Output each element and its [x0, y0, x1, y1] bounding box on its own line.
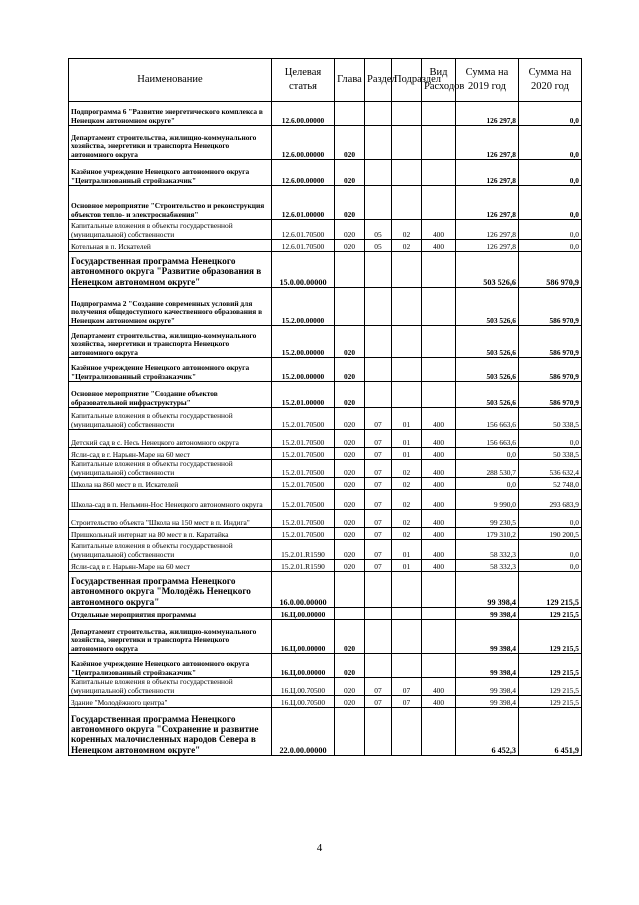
cell-glava: 020 [335, 326, 365, 358]
cell-s2019: 503 526,6 [456, 288, 519, 326]
cell-podrazdel [392, 126, 422, 160]
cell-name: Казённое учреждение Ненецкого автономного округа "Централизованный стройзаказчик" [69, 654, 272, 678]
cell-razdel: 07 [365, 678, 392, 696]
cell-s2019: 58 332,3 [456, 540, 519, 560]
cell-code: 16.0.00.00000 [272, 572, 335, 608]
cell-s2019: 99 398,4 [456, 696, 519, 708]
cell-glava: 020 [335, 460, 365, 478]
cell-s2020: 0,0 [519, 510, 582, 528]
cell-podrazdel: 01 [392, 560, 422, 572]
cell-razdel [365, 126, 392, 160]
table-row [69, 240, 582, 252]
cell-code: 15.2.01.70500 [272, 528, 335, 540]
cell-s2019: 99 398,4 [456, 572, 519, 608]
cell-s2020: 0,0 [519, 160, 582, 186]
cell-razdel: 07 [365, 408, 392, 430]
cell-name: Подпрограмма 6 "Развитие энергетического комплекса в Ненецком автономном округе" [69, 102, 272, 126]
cell-s2019: 126 297,8 [456, 240, 519, 252]
cell-s2020: 293 683,9 [519, 490, 582, 510]
cell-podrazdel [392, 708, 422, 756]
table-row [69, 490, 582, 510]
cell-vid [422, 126, 456, 160]
cell-glava [335, 708, 365, 756]
cell-s2020: 129 215,5 [519, 572, 582, 608]
cell-code: 12.6.00.00000 [272, 160, 335, 186]
cell-razdel [365, 102, 392, 126]
cell-s2020: 0,0 [519, 540, 582, 560]
cell-vid: 400 [422, 678, 456, 696]
cell-glava: 020 [335, 678, 365, 696]
cell-podrazdel [392, 252, 422, 288]
cell-podrazdel [392, 620, 422, 654]
page-number: 4 [316, 842, 323, 854]
cell-code: 15.2.01.R1590 [272, 540, 335, 560]
cell-s2019: 503 526,6 [456, 358, 519, 382]
cell-code: 12.6.01.70500 [272, 220, 335, 240]
cell-s2019: 0,0 [456, 478, 519, 490]
cell-glava: 020 [335, 620, 365, 654]
cell-s2019: 99 398,4 [456, 608, 519, 620]
cell-vid [422, 654, 456, 678]
cell-glava: 020 [335, 478, 365, 490]
cell-podrazdel [392, 654, 422, 678]
cell-s2019: 156 663,6 [456, 430, 519, 448]
table-row [69, 708, 582, 756]
cell-code: 15.2.00.00000 [272, 326, 335, 358]
cell-vid: 400 [422, 240, 456, 252]
cell-code: 16.Ц.00.70500 [272, 696, 335, 708]
cell-code: 12.6.01.70500 [272, 240, 335, 252]
cell-vid: 400 [422, 220, 456, 240]
header-razdel: Раздел [365, 59, 392, 102]
cell-name: Департамент строительства, жилищно-коммунального хозяйства, энергетики и транспорта Ненецкого автономного округа [69, 126, 272, 160]
cell-razdel: 07 [365, 460, 392, 478]
cell-name: Основное мероприятие "Создание объектов образовательной инфраструктуры" [69, 382, 272, 408]
cell-code: 12.6.00.00000 [272, 102, 335, 126]
cell-vid [422, 186, 456, 220]
table-header-row [69, 59, 582, 102]
cell-code: 15.2.01.R1590 [272, 560, 335, 572]
table-row [69, 408, 582, 430]
cell-vid [422, 572, 456, 608]
header-sum-2019: Сумма на 2019 год [456, 59, 519, 102]
cell-glava: 020 [335, 528, 365, 540]
cell-vid [422, 608, 456, 620]
cell-glava [335, 572, 365, 608]
cell-razdel [365, 326, 392, 358]
cell-code: 15.2.01.70500 [272, 448, 335, 460]
cell-podrazdel: 02 [392, 510, 422, 528]
cell-s2020: 52 748,0 [519, 478, 582, 490]
cell-name: Капитальные вложения в объекты государственной (муниципальной) собственности [69, 408, 272, 430]
cell-s2020: 586 970,9 [519, 252, 582, 288]
cell-name: Капитальные вложения в объекты государственной (муниципальной) собственности [69, 220, 272, 240]
cell-vid: 400 [422, 460, 456, 478]
cell-glava [335, 608, 365, 620]
cell-podrazdel: 01 [392, 430, 422, 448]
cell-podrazdel [392, 288, 422, 326]
cell-razdel: 07 [365, 540, 392, 560]
cell-s2020: 586 970,9 [519, 288, 582, 326]
cell-s2020: 586 970,9 [519, 358, 582, 382]
cell-name: Государственная программа Ненецкого автономного округа "Молодёжь Ненецкого автономного округа" [69, 572, 272, 608]
cell-s2019: 179 310,2 [456, 528, 519, 540]
cell-podrazdel: 02 [392, 528, 422, 540]
cell-name: Основное мероприятие "Строительство и реконструкция объектов тепло- и электроснабжения" [69, 186, 272, 220]
cell-podrazdel [392, 358, 422, 382]
cell-name: Казённое учреждение Ненецкого автономного округа "Централизованный стройзаказчик" [69, 160, 272, 186]
cell-s2019: 58 332,3 [456, 560, 519, 572]
cell-name: Здание "Молодёжного центра" [69, 696, 272, 708]
cell-s2020: 0,0 [519, 430, 582, 448]
cell-podrazdel [392, 608, 422, 620]
cell-code: 15.2.01.00000 [272, 382, 335, 408]
cell-code: 15.2.01.70500 [272, 510, 335, 528]
cell-s2019: 126 297,8 [456, 102, 519, 126]
cell-razdel: 07 [365, 510, 392, 528]
cell-code: 15.2.01.70500 [272, 408, 335, 430]
cell-s2020: 0,0 [519, 102, 582, 126]
cell-s2020: 129 215,5 [519, 678, 582, 696]
table-row [69, 358, 582, 382]
cell-podrazdel: 01 [392, 540, 422, 560]
cell-s2019: 126 297,8 [456, 220, 519, 240]
cell-glava [335, 288, 365, 326]
cell-razdel: 07 [365, 696, 392, 708]
cell-s2020: 6 451,9 [519, 708, 582, 756]
cell-s2019: 9 990,0 [456, 490, 519, 510]
cell-glava: 020 [335, 696, 365, 708]
cell-code: 16.Ц.00.00000 [272, 608, 335, 620]
cell-s2019: 288 530,7 [456, 460, 519, 478]
cell-s2019: 126 297,8 [456, 126, 519, 160]
cell-name: Департамент строительства, жилищно-коммунального хозяйства, энергетики и транспорта Ненецкого автономного округа [69, 326, 272, 358]
table-row [69, 528, 582, 540]
table-row [69, 160, 582, 186]
cell-glava: 020 [335, 430, 365, 448]
cell-code: 16.Ц.00.70500 [272, 678, 335, 696]
cell-glava: 020 [335, 382, 365, 408]
cell-s2020: 50 338,5 [519, 448, 582, 460]
cell-code: 15.2.00.00000 [272, 288, 335, 326]
cell-s2019: 503 526,6 [456, 326, 519, 358]
cell-glava: 020 [335, 408, 365, 430]
cell-s2019: 126 297,8 [456, 186, 519, 220]
cell-s2020: 586 970,9 [519, 326, 582, 358]
cell-podrazdel: 02 [392, 490, 422, 510]
cell-vid [422, 252, 456, 288]
budget-table [68, 58, 582, 756]
cell-razdel: 05 [365, 240, 392, 252]
cell-s2020: 190 200,5 [519, 528, 582, 540]
cell-s2019: 99 398,4 [456, 620, 519, 654]
header-podrazdel: Подраздел [392, 59, 422, 102]
cell-vid: 400 [422, 448, 456, 460]
cell-s2019: 6 452,3 [456, 708, 519, 756]
cell-code: 12.6.01.00000 [272, 186, 335, 220]
cell-name: Капитальные вложения в объекты государственной (муниципальной) собственности [69, 460, 272, 478]
cell-podrazdel: 02 [392, 220, 422, 240]
header-code: Целевая статья [272, 59, 335, 102]
table-body [69, 102, 582, 756]
cell-podrazdel [392, 160, 422, 186]
cell-name: Ясли-сад в г. Нарьян-Маре на 60 мест [69, 560, 272, 572]
cell-razdel [365, 288, 392, 326]
header-glava: Глава [335, 59, 365, 102]
table-row [69, 252, 582, 288]
table-row [69, 382, 582, 408]
cell-razdel: 07 [365, 430, 392, 448]
table-row [69, 102, 582, 126]
cell-s2019: 126 297,8 [456, 160, 519, 186]
cell-razdel [365, 572, 392, 608]
table-row [69, 696, 582, 708]
cell-razdel [365, 160, 392, 186]
cell-s2020: 50 338,5 [519, 408, 582, 430]
cell-name: Департамент строительства, жилищно-коммунального хозяйства, энергетики и транспорта Ненецкого автономного округа [69, 620, 272, 654]
cell-razdel: 07 [365, 448, 392, 460]
cell-podrazdel: 01 [392, 448, 422, 460]
cell-razdel [365, 186, 392, 220]
header-vid: Вид Расходов [422, 59, 456, 102]
cell-glava: 020 [335, 490, 365, 510]
table-row [69, 430, 582, 448]
cell-name: Государственная программа Ненецкого автономного округа "Развитие образования в Ненецком автономном округе" [69, 252, 272, 288]
cell-s2020: 129 215,5 [519, 608, 582, 620]
cell-razdel [365, 620, 392, 654]
cell-podrazdel: 02 [392, 460, 422, 478]
cell-vid [422, 288, 456, 326]
table-row [69, 510, 582, 528]
cell-code: 15.2.01.70500 [272, 460, 335, 478]
cell-name: Капитальные вложения в объекты государственной (муниципальной) собственности [69, 678, 272, 696]
cell-name: Детский сад в с. Несь Ненецкого автономного округа [69, 430, 272, 448]
cell-podrazdel [392, 572, 422, 608]
cell-name: Казённое учреждение Ненецкого автономного округа "Централизованный стройзаказчик" [69, 358, 272, 382]
cell-name: Ясли-сад в г. Нарьян-Маре на 60 мест [69, 448, 272, 460]
cell-s2020: 129 215,5 [519, 620, 582, 654]
cell-glava: 020 [335, 358, 365, 382]
cell-glava: 020 [335, 160, 365, 186]
table-row [69, 478, 582, 490]
cell-glava: 020 [335, 126, 365, 160]
cell-s2019: 156 663,6 [456, 408, 519, 430]
cell-name: Строительство объекта "Школа на 150 мест в п. Индига" [69, 510, 272, 528]
cell-glava: 020 [335, 510, 365, 528]
cell-code: 22.0.00.00000 [272, 708, 335, 756]
cell-vid [422, 358, 456, 382]
cell-glava: 020 [335, 240, 365, 252]
cell-s2020: 129 215,5 [519, 696, 582, 708]
table-row [69, 572, 582, 608]
cell-s2020: 0,0 [519, 240, 582, 252]
cell-vid [422, 708, 456, 756]
table-row [69, 186, 582, 220]
cell-s2020: 129 215,5 [519, 654, 582, 678]
table-row [69, 608, 582, 620]
table-row [69, 220, 582, 240]
cell-s2020: 0,0 [519, 186, 582, 220]
table-row [69, 540, 582, 560]
cell-podrazdel [392, 382, 422, 408]
cell-razdel [365, 654, 392, 678]
cell-name: Школа на 860 мест в п. Искателей [69, 478, 272, 490]
cell-code: 15.2.01.70500 [272, 490, 335, 510]
table-row [69, 448, 582, 460]
cell-code: 15.2.01.70500 [272, 478, 335, 490]
cell-s2019: 0,0 [456, 448, 519, 460]
cell-glava: 020 [335, 560, 365, 572]
cell-s2020: 586 970,9 [519, 382, 582, 408]
cell-glava [335, 102, 365, 126]
cell-vid [422, 382, 456, 408]
cell-vid [422, 326, 456, 358]
cell-razdel [365, 252, 392, 288]
cell-vid [422, 102, 456, 126]
cell-s2019: 99 230,5 [456, 510, 519, 528]
cell-vid: 400 [422, 490, 456, 510]
cell-s2020: 0,0 [519, 126, 582, 160]
cell-glava: 020 [335, 540, 365, 560]
cell-code: 16.Ц.00.00000 [272, 654, 335, 678]
cell-razdel: 07 [365, 560, 392, 572]
cell-podrazdel: 01 [392, 408, 422, 430]
cell-name: Пришкольный интернат на 80 мест в п. Каратайка [69, 528, 272, 540]
cell-razdel [365, 708, 392, 756]
cell-name: Отдельные мероприятия программы [69, 608, 272, 620]
table-row [69, 126, 582, 160]
cell-s2019: 503 526,6 [456, 382, 519, 408]
cell-code: 15.0.00.00000 [272, 252, 335, 288]
cell-razdel [365, 358, 392, 382]
cell-glava: 020 [335, 448, 365, 460]
cell-s2019: 503 526,6 [456, 252, 519, 288]
cell-podrazdel: 07 [392, 696, 422, 708]
table-row [69, 654, 582, 678]
cell-vid: 400 [422, 696, 456, 708]
table-row [69, 678, 582, 696]
cell-razdel [365, 382, 392, 408]
cell-code: 15.2.00.00000 [272, 358, 335, 382]
cell-podrazdel: 07 [392, 678, 422, 696]
cell-s2020: 536 632,4 [519, 460, 582, 478]
table-row [69, 460, 582, 478]
cell-podrazdel [392, 326, 422, 358]
cell-vid [422, 620, 456, 654]
cell-podrazdel: 02 [392, 240, 422, 252]
header-name: Наименование [69, 59, 272, 102]
cell-name: Подпрограмма 2 "Создание современных условий для получения общедоступного качественного образования в Ненецком автономном округе" [69, 288, 272, 326]
cell-code: 16.Ц.00.00000 [272, 620, 335, 654]
cell-s2020: 0,0 [519, 220, 582, 240]
cell-s2019: 99 398,4 [456, 654, 519, 678]
cell-vid: 400 [422, 528, 456, 540]
cell-glava: 020 [335, 186, 365, 220]
cell-podrazdel: 02 [392, 478, 422, 490]
cell-s2019: 99 398,4 [456, 678, 519, 696]
header-sum-2020: Сумма на 2020 год [519, 59, 582, 102]
cell-vid: 400 [422, 560, 456, 572]
cell-razdel: 07 [365, 528, 392, 540]
cell-glava: 020 [335, 654, 365, 678]
cell-razdel [365, 608, 392, 620]
table-row [69, 560, 582, 572]
cell-razdel: 07 [365, 490, 392, 510]
cell-s2020: 0,0 [519, 560, 582, 572]
cell-podrazdel [392, 102, 422, 126]
cell-vid: 400 [422, 478, 456, 490]
cell-vid: 400 [422, 408, 456, 430]
cell-glava [335, 252, 365, 288]
table-row [69, 288, 582, 326]
cell-name: Капитальные вложения в объекты государственной (муниципальной) собственности [69, 540, 272, 560]
cell-name: Школа-сад в п. Нельмин-Нос Ненецкого автономного округа [69, 490, 272, 510]
cell-vid: 400 [422, 430, 456, 448]
cell-code: 12.6.00.00000 [272, 126, 335, 160]
cell-name: Государственная программа Ненецкого автономного округа "Сохранение и развитие коренных малочисленных народов Севера в Ненецком автономном округе" [69, 708, 272, 756]
table-row [69, 620, 582, 654]
cell-code: 15.2.01.70500 [272, 430, 335, 448]
cell-razdel: 05 [365, 220, 392, 240]
cell-podrazdel [392, 186, 422, 220]
cell-razdel: 07 [365, 478, 392, 490]
table-row [69, 326, 582, 358]
cell-vid: 400 [422, 540, 456, 560]
cell-name: Котельная в п. Искателей [69, 240, 272, 252]
cell-vid: 400 [422, 510, 456, 528]
cell-glava: 020 [335, 220, 365, 240]
cell-vid [422, 160, 456, 186]
